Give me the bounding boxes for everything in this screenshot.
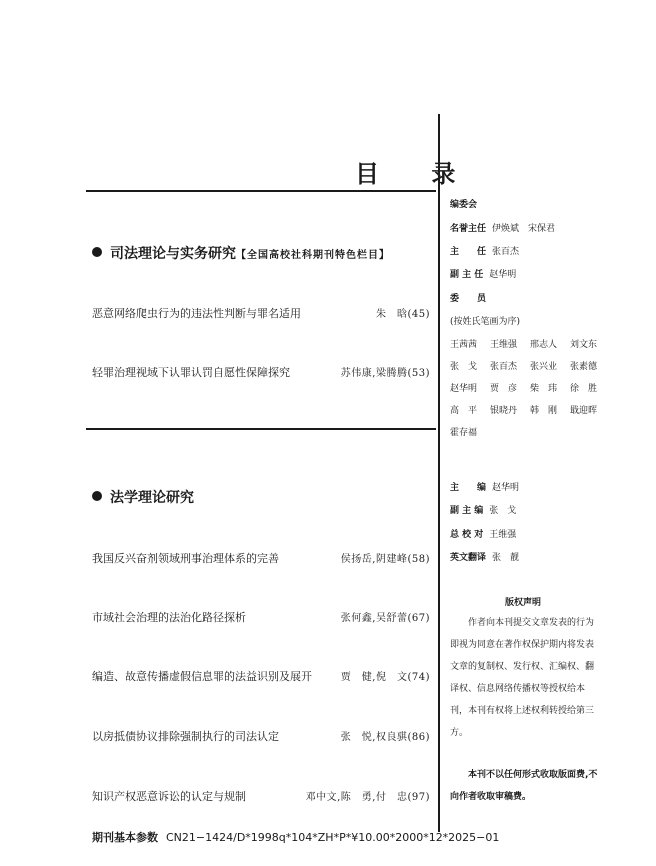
translator-label: 英文翻译	[450, 553, 487, 563]
director	[450, 244, 519, 257]
members-row	[450, 403, 610, 425]
proofreader-label: 总 校 对	[450, 530, 484, 540]
section-heading-label: 司法理论与实务研究	[110, 246, 236, 262]
editor-in-chief	[450, 480, 519, 493]
member-name: 王茜茜	[450, 340, 478, 350]
article-title: 我国反兴奋剂领域刑事治理体系的完善	[92, 552, 279, 565]
deputy-editor-value: 张 戈	[489, 506, 517, 516]
article-title: 市域社会治理的法治化路径探析	[92, 611, 246, 624]
members-row	[450, 381, 610, 403]
member-name: 刘文东	[570, 340, 598, 350]
deputy-editor-label: 副 主 编	[450, 506, 484, 516]
article-title: 恶意网络爬虫行为的违法性判断与罪名适用	[92, 307, 301, 320]
section-heading-judicial	[92, 243, 390, 263]
proofreader	[450, 527, 516, 540]
copyright-body: 作者向本刊提交文章发表的行为即视为同意在著作权保护期内将发表文章的复制权、发行权、汇编权、翻译权、信息网络传播权等授权给本刊，本刊有权将上述权利转授给第三方。	[450, 618, 595, 738]
member-name: 张百杰	[490, 362, 518, 372]
member-name: 霍存福	[450, 428, 478, 438]
deputy-editor	[450, 503, 516, 516]
members	[450, 291, 486, 304]
proofreader-value: 王维强	[489, 530, 517, 540]
article-authors: 朱 晗(45)	[375, 309, 430, 320]
article-authors: 苏伟康,梁腾腾(53)	[340, 368, 430, 379]
editor-value: 赵华明	[492, 483, 520, 493]
parameters-value: CN21−1424/D*1998q*104*ZH*P*¥10.00*2000*12*2025−01	[166, 831, 500, 844]
member-name: 徐 胜	[570, 384, 598, 394]
member-name: 赵华明	[450, 384, 478, 394]
member-name: 柴 玮	[530, 384, 558, 394]
article-title: 轻罪治理视域下认罪认罚自愿性保障探究	[92, 366, 290, 379]
member-name: 韩 刚	[530, 406, 558, 416]
article-title: 编造、故意传播虚假信息罪的法益识别及展开	[92, 670, 312, 683]
column-divider	[438, 114, 440, 832]
section-rule	[86, 428, 436, 430]
title-rule	[86, 190, 436, 192]
members-label: 委 员	[450, 294, 487, 304]
article-authors: 张何鑫,吴舒蕾(67)	[340, 613, 430, 624]
article-title: 以房抵债协议排除强制执行的司法认定	[92, 730, 279, 743]
honorary-value: 伊焕斌 宋保君	[492, 224, 556, 234]
article-title: 知识产权恶意诉讼的认定与规制	[92, 790, 246, 803]
translator	[450, 550, 519, 563]
translator-value: 张 靓	[492, 553, 520, 563]
member-name: 张素德	[570, 362, 598, 372]
article-authors: 侯扬岳,阴建峰(58)	[340, 554, 430, 565]
parameters-label: 期刊基本参数	[92, 831, 158, 844]
honorary-label: 名誉主任	[450, 224, 487, 234]
members-row	[450, 337, 610, 359]
members-note: (按姓氏笔画为序)	[450, 317, 521, 327]
fee-notice: 本刊不以任何形式收取版面费,不向作者收取审稿费。	[450, 770, 598, 802]
section-tag: 【全国高校社科期刊特色栏目】	[236, 250, 390, 261]
member-name: 张 戈	[450, 362, 478, 372]
director-label: 主 任	[450, 247, 487, 257]
members-grid	[450, 337, 610, 447]
committee-label: 编委会	[450, 200, 478, 210]
director-value: 张百杰	[492, 247, 520, 257]
bullet-icon	[92, 247, 102, 257]
vice-director	[450, 267, 516, 280]
journal-parameters	[92, 829, 499, 845]
article-authors: 张 悦,权良骐(86)	[340, 732, 430, 743]
article-authors: 贾 健,倪 文(74)	[340, 672, 430, 683]
member-name: 贾 彦	[490, 384, 518, 394]
members-row	[450, 425, 610, 447]
members-row	[450, 359, 610, 381]
vice-director-label: 副 主 任	[450, 270, 484, 280]
member-name: 邢志人	[530, 340, 558, 350]
member-name: 王维强	[490, 340, 518, 350]
page-title: 目 录	[355, 159, 478, 188]
member-name: 戢迎晖	[570, 406, 598, 416]
bullet-icon	[92, 491, 102, 501]
vice-director-value: 赵华明	[489, 270, 517, 280]
member-name: 银晓丹	[490, 406, 518, 416]
honorary-director	[450, 221, 555, 234]
article-authors: 邓中文,陈 勇,付 忠(97)	[305, 792, 430, 803]
member-name: 张兴业	[530, 362, 558, 372]
editor-label: 主 编	[450, 483, 487, 493]
copyright-title: 版权声明	[505, 598, 542, 608]
section-heading-label: 法学理论研究	[110, 490, 194, 506]
member-name: 高 平	[450, 406, 478, 416]
section-heading-theory	[92, 487, 194, 507]
